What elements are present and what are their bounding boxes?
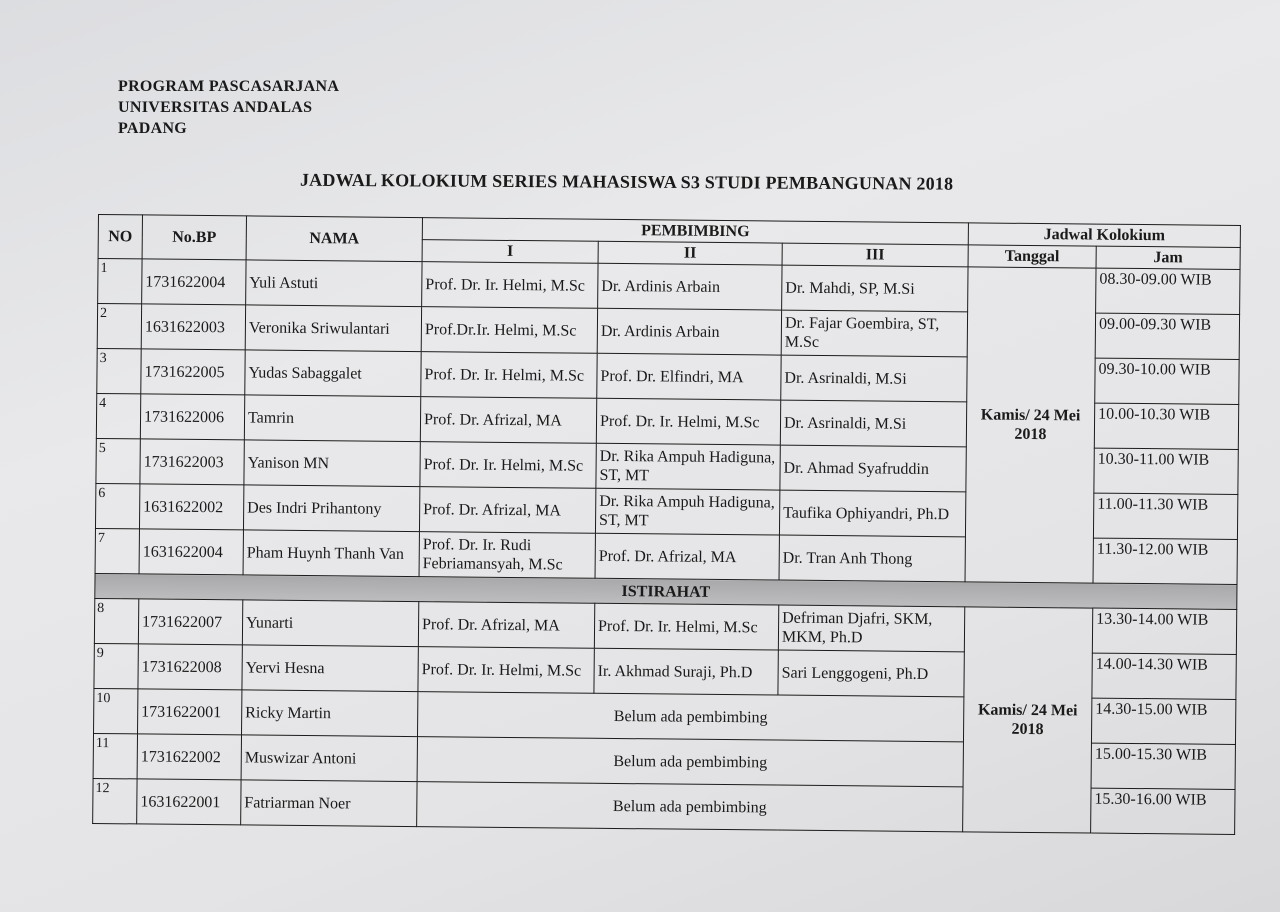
cell-nobp: 1731622001 — [138, 689, 242, 735]
header-line-program: PROGRAM PASCASARJANA — [118, 78, 340, 95]
col-header-no: NO — [98, 215, 142, 259]
cell-jam: 14.00-14.30 WIB — [1092, 653, 1236, 699]
col-header-pembimbing-2: II — [598, 241, 782, 265]
cell-pembimbing-3: Sari Lenggogeni, Ph.D — [778, 650, 964, 697]
cell-nobp: 1731622002 — [137, 734, 241, 780]
document-title: JADWAL KOLOKIUM SERIES MAHASISWA S3 STUDI PEMBANGUNAN 2018 — [299, 169, 954, 194]
cell-pembimbing-2: Prof. Dr. Ir. Helmi, M.Sc — [594, 603, 778, 650]
cell-pembimbing-3: Dr. Asrinaldi, M.Si — [780, 400, 966, 447]
cell-no: 9 — [94, 643, 138, 688]
cell-jam: 15.00-15.30 WIB — [1091, 743, 1235, 789]
cell-pembimbing-1: Prof. Dr. Afrizal, MA — [420, 397, 596, 444]
cell-nama: Veronika Sriwulantari — [245, 305, 421, 352]
cell-jam: 13.30-14.00 WIB — [1092, 608, 1236, 654]
cell-no: 8 — [94, 598, 138, 643]
cell-no: 6 — [95, 483, 139, 528]
cell-pembimbing-1: Prof.Dr.Ir. Helmi, M.Sc — [421, 307, 597, 354]
cell-nobp: 1731622005 — [141, 349, 245, 395]
col-header-pembimbing-1: I — [422, 240, 598, 264]
cell-nama: Yudas Sabaggalet — [245, 350, 421, 397]
cell-jam: 10.00-10.30 WIB — [1094, 403, 1238, 449]
cell-pembimbing-2: Dr. Ardinis Arbain — [598, 263, 782, 310]
col-header-jadwal: Jadwal Kolokium — [968, 223, 1240, 248]
cell-no: 11 — [93, 733, 137, 778]
cell-pembimbing-1: Prof. Dr. Afrizal, MA — [419, 487, 595, 534]
col-header-pembimbing: PEMBIMBING — [422, 218, 968, 245]
cell-pembimbing-1: Prof. Dr. Ir. Helmi, M.Sc — [418, 647, 594, 694]
cell-nama: Yervi Hesna — [242, 645, 418, 692]
cell-jam: 14.30-15.00 WIB — [1091, 698, 1235, 744]
cell-nobp: 1631622003 — [141, 304, 245, 350]
cell-pembimbing-3: Taufika Ophiyandri, Ph.D — [779, 490, 965, 537]
cell-no: 1 — [98, 259, 142, 304]
cell-pembimbing-3: Dr. Fajar Goembira, ST, M.Sc — [781, 310, 967, 357]
cell-no: 5 — [96, 438, 140, 483]
cell-pembimbing-2: Dr. Rika Ampuh Hadiguna, ST, MT — [595, 488, 779, 535]
schedule-table — [92, 214, 1241, 835]
cell-jam: 11.00-11.30 WIB — [1093, 493, 1237, 539]
cell-no: 12 — [93, 778, 137, 823]
col-header-jam: Jam — [1096, 246, 1240, 269]
cell-pembimbing-2: Dr. Rika Ampuh Hadiguna, ST, MT — [596, 443, 780, 490]
col-header-nama: NAMA — [246, 216, 422, 262]
cell-nama: Yanison MN — [244, 440, 420, 487]
cell-tanggal-session-1: Kamis/ 24 Mei 2018 — [965, 267, 1096, 583]
cell-nama: Yunarti — [242, 600, 418, 647]
cell-jam: 10.30-11.00 WIB — [1094, 448, 1238, 494]
cell-nama: Yuli Astuti — [246, 260, 422, 307]
cell-pembimbing-2: Ir. Akhmad Suraji, Ph.D — [594, 648, 778, 695]
cell-nama: Pham Huynh Thanh Van — [243, 530, 419, 577]
cell-pembimbing-1: Prof. Dr. Ir. Helmi, M.Sc — [420, 442, 596, 489]
cell-pembimbing-2: Prof. Dr. Afrizal, MA — [595, 533, 779, 580]
cell-jam: 09.30-10.00 WIB — [1095, 358, 1239, 404]
cell-jam: 15.30-16.00 WIB — [1091, 788, 1235, 834]
cell-pembimbing-2: Prof. Dr. Ir. Helmi, M.Sc — [596, 398, 780, 445]
cell-jam: 08.30-09.00 WIB — [1096, 268, 1240, 314]
cell-pembimbing-1: Prof. Dr. Afrizal, MA — [418, 602, 594, 649]
header-line-university: UNIVERSITAS ANDALAS — [118, 99, 313, 116]
cell-pembimbing-1: Prof. Dr. Ir. Rudi Febriamansyah, M.Sc — [419, 532, 595, 579]
cell-nama: Muswizar Antoni — [241, 735, 417, 782]
cell-pembimbing-3: Defriman Djafri, SKM, MKM, Ph.D — [778, 605, 964, 652]
cell-pembimbing-1: Prof. Dr. Ir. Helmi, M.Sc — [422, 262, 598, 309]
cell-nama: Tamrin — [244, 395, 420, 442]
cell-nobp: 1631622001 — [137, 779, 241, 825]
col-header-nobp: No.BP — [142, 215, 246, 260]
cell-no: 4 — [96, 393, 140, 438]
cell-no: 10 — [94, 688, 138, 733]
cell-nama: Fatriarman Noer — [241, 780, 417, 827]
cell-no: 7 — [95, 528, 139, 573]
cell-pembimbing-1: Prof. Dr. Ir. Helmi, M.Sc — [421, 352, 597, 399]
col-header-tanggal: Tanggal — [968, 245, 1096, 268]
cell-nobp: 1731622003 — [140, 439, 244, 485]
cell-pembimbing-merged: Belum ada pembimbing — [417, 692, 963, 742]
cell-nobp: 1731622004 — [142, 259, 246, 305]
cell-pembimbing-2: Prof. Dr. Elfindri, MA — [597, 353, 781, 400]
cell-nobp: 1731622008 — [138, 644, 242, 690]
cell-pembimbing-2: Dr. Ardinis Arbain — [597, 308, 781, 355]
institution-header — [118, 76, 339, 139]
col-header-pembimbing-3: III — [782, 243, 968, 267]
cell-nobp: 1631622004 — [139, 529, 243, 575]
schedule-table-wrapper — [92, 214, 1241, 835]
cell-tanggal-session-2: Kamis/ 24 Mei 2018 — [963, 607, 1093, 833]
cell-nama: Des Indri Prihantony — [243, 485, 419, 532]
cell-pembimbing-merged: Belum ada pembimbing — [417, 782, 963, 832]
cell-nobp: 1731622007 — [138, 599, 242, 645]
cell-pembimbing-3: Dr. Ahmad Syafruddin — [780, 445, 966, 492]
cell-nobp: 1731622006 — [140, 394, 244, 440]
cell-pembimbing-3: Dr. Mahdi, SP, M.Si — [782, 265, 968, 312]
cell-pembimbing-3: Dr. Tran Anh Thong — [779, 535, 965, 582]
cell-jam: 09.00-09.30 WIB — [1095, 313, 1239, 359]
cell-jam: 11.30-12.00 WIB — [1093, 538, 1237, 584]
header-line-city: PADANG — [118, 120, 188, 137]
cell-nama: Ricky Martin — [242, 690, 418, 737]
break-label: ISTIRAHAT — [95, 573, 1237, 609]
cell-no: 3 — [97, 348, 141, 393]
cell-nobp: 1631622002 — [139, 484, 243, 530]
cell-pembimbing-3: Dr. Asrinaldi, M.Si — [781, 355, 967, 402]
cell-pembimbing-merged: Belum ada pembimbing — [417, 737, 963, 787]
cell-no: 2 — [97, 304, 141, 349]
